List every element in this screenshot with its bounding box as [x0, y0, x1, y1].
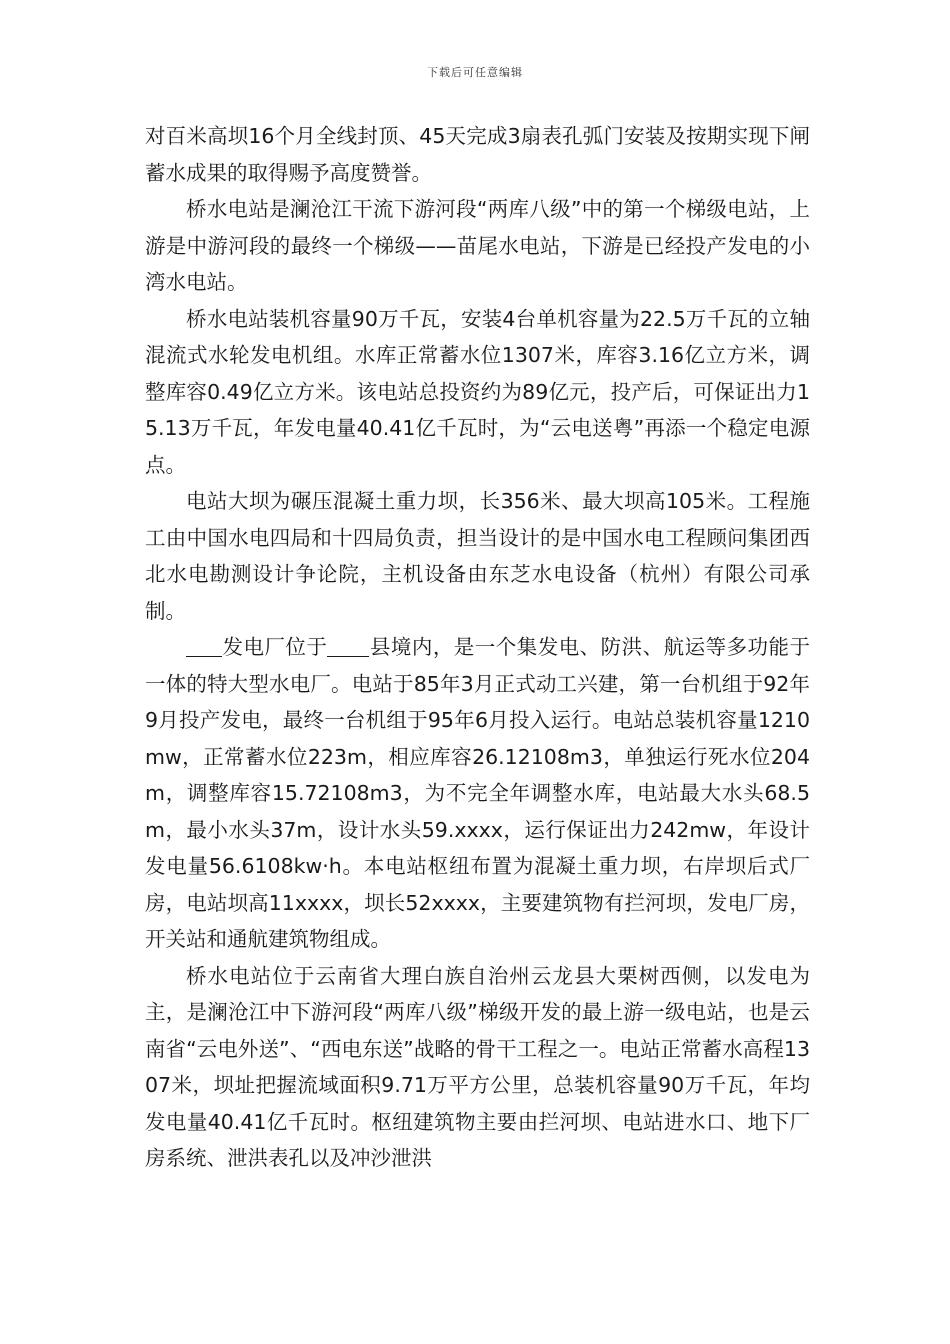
fill-blank-2	[327, 632, 369, 657]
fill-blank-1	[186, 632, 222, 657]
paragraph-dam: 电站大坝为碾压混凝土重力坝，长356米、最大坝高105米。工程施工由中国水电四局和十四局负责，担当设计的是中国水电工程顾问集团西北水电勘测设计争论院，主机设备由东芝水电设备（杭州）有限公司承制。	[145, 489, 810, 623]
paragraph-continuation: 对百米高坝16个月全线封顶、45天完成3扇表孔弧门安装及按期实现下闸蓄水成果的取得赐予高度赞誉。	[145, 124, 810, 185]
paragraph-location: 桥水电站位于云南省大理白族自治州云龙县大栗树西侧，以发电为主，是澜沧江中下游河段“两库八级”梯级开发的最上游一级电站，也是云南省“云电外送”、“西电东送”战略的骨干工程之一。电站正常蓄水高程1307米，坝址把握流域面积9.71万平方公里，总装机容量90万千瓦，年均发电量40.41亿千瓦时。枢纽建筑物主要由拦河坝、电站进水口、地下厂房系统、泄洪表孔以及冲沙泄洪	[145, 963, 810, 1170]
paragraph-power-plant	[145, 629, 810, 958]
paragraph-power-plant-text-1: 发电厂位于	[222, 635, 328, 659]
document-body	[145, 118, 810, 1177]
paragraph-station-overview: 桥水电站是澜沧江干流下游河段“两库八级”中的第一个梯级电站，上游是中游河段的最终一个梯级——苗尾水电站，下游是已经投产发电的小湾水电站。	[145, 197, 810, 294]
page-header: 下载后可任意编辑	[427, 66, 523, 79]
paragraph-capacity: 桥水电站装机容量90万千瓦，安装4台单机容量为22.5万千瓦的立轴混流式水轮发电机组。水库正常蓄水位1307米，库容3.16亿立方米，调整库容0.49亿立方米。该电站总投资约为89亿元，投产后，可保证出力15.13万千瓦，年发电量40.41亿千瓦时，为“云电送粤”再添一个稳定电源点。	[145, 306, 810, 477]
paragraph-power-plant-text-2: 县境内，是一个集发电、防洪、航运等多功能于一体的特大型水电厂。电站于85年3月正式动工兴建，第一台机组于92年9月投产发电，最终一台机组于95年6月投入运行。电站总装机容量1210mw，正常蓄水位223m，相应库容26.12108m3，单独运行死水位204m，调整库容15.72108m3，为不完全年调整水库，电站最大水头68.5m，最小水头37m，设计水头59.xxxx，运行保证出力242mw，年设计发电量56.6108kw·h。本电站枢纽布置为混凝土重力坝，右岸坝后式厂房，电站坝高11xxxx，坝长52xxxx，主要建筑物有拦河坝，发电厂房，开关站和通航建筑物组成。	[145, 635, 811, 951]
